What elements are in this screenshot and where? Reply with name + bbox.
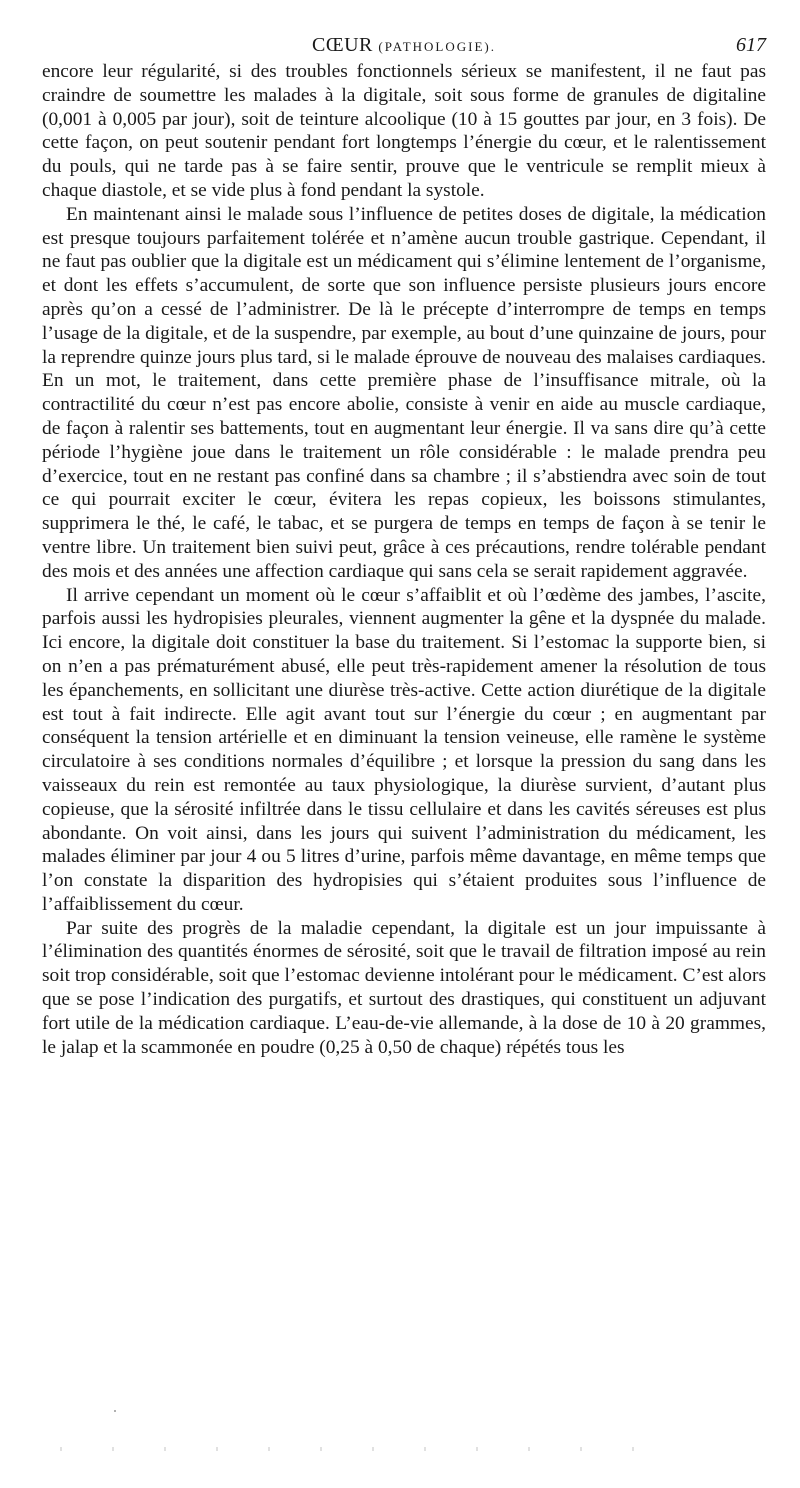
- page-number: 617: [736, 34, 766, 56]
- running-head: [42, 30, 766, 60]
- paragraph-continuation: encore leur régularité, si des troubles fonctionnels sérieux se manifestent, il ne faut pas craindre de soumettre les malades à la digitale, soit sous forme de granules de digitaline (0,001 à 0,005 par jour), soit de teinture alcoolique (10 à 15 gouttes par jour, en 3 fois). De cette façon, on peut soutenir pendant fort longtemps l’énergie du cœur, et le ralentissement du pouls, qui ne tarde pas à se faire sentir, prouve que le ventricule se remplit mieux à chaque diastole, et se vide plus à fond pendant la systole.: [42, 61, 766, 201]
- running-title-main: CŒUR: [311, 34, 373, 56]
- paragraph-oedeme-diurese: Il arrive cependant un moment où le cœur s’affaiblit et où l’œdème des jambes, l’ascite, parfois aussi les hydropisies pleurales, viennent augmenter la gêne et la dyspnée du malade. Ici encore, la digitale doit constituer la base du traitement. Si l’estomac la supporte bien, si on n’en a pas prématurément abusé, elle peut très-rapidement amener la résolution de tous les épanchements, en sollicitant une diurèse très-active. Cette action diurétique de la digitale est tout à fait indirecte. Elle agit avant tout sur l’énergie du cœur ; en augmentant par conséquent la tension artérielle et en diminuant la tension veineuse, elle ramène le système circulatoire à ses conditions normales d’équilibre ; et lorsque la pression du sang dans les vaisseaux du rein est remontée au taux physiologique, la diurèse survient, d’autant plus copieuse, que la sérosité infiltrée dans le tissu cellulaire et dans les cavités séreuses est plus abondante. On voit ainsi, dans les jours qui suivent l’administration du médicament, les malades éliminer par jour 4 ou 5 litres d’urine, parfois même davantage, en même temps que l’on constate la disparition des hydropisies qui s’étaient produites sous l’influence de l’affaiblissement du cœur.: [42, 584, 766, 915]
- scan-specks-row: [60, 1447, 680, 1451]
- paragraph-digitale-tolerance: En maintenant ainsi le malade sous l’influence de petites doses de digitale, la médication est presque toujours parfaitement tolérée et n’amène aucun trouble gastrique. Cependant, il ne faut pas oublier que la digitale est un médicament qui s’élimine lentement de l’organisme, et dont les effets s’accumulent, de sorte que son influence persiste plusieurs jours encore après qu’on a cessé de l’administrer. De là le précepte d’interrompre de temps en temps l’usage de la digitale, et de la suspendre, par exemple, au bout d’une quinzaine de jours, pour la reprendre quinze jours plus tard, si le malade éprouve de nouveau des malaises cardiaques. En un mot, le traitement, dans cette première phase de l’insuffisance mitrale, où la contractilité du cœur n’est pas encore abolie, consiste à venir en aide au muscle cardiaque, de façon à ralentir ses battements, tout en augmentant leur énergie. Il va sans dire qu’à cette période l’hygiène joue dans le traitement un rôle considérable : le malade prendra peu d’exercice, tout en ne restant pas confiné dans sa chambre ; il s’abstiendra avec soin de tout ce qui pourrait exciter le cœur, évitera les repas copieux, les boissons stimulantes, supprimera le thé, le café, le tabac, et se purgera de temps en temps de façon à se tenir le ventre libre. Un traitement bien suivi peut, grâce à ces précautions, rendre tolérable pendant des mois et des années une affection cardiaque qui sans cela se serait rapidement aggravée.: [42, 203, 766, 582]
- paragraph-purgatifs: Par suite des progrès de la maladie cependant, la digitale est un jour impuissante à l’élimination des quantités énormes de sérosité, soit que le travail de filtration imposé au rein soit trop considérable, soit que l’estomac devienne intolérant pour le médicament. C’est alors que se pose l’indication des purgatifs, et surtout des drastiques, qui constituent un adjuvant fort utile de la médication cardiaque. L’eau-de-vie allemande, à la dose de 10 à 20 grammes, le jalap et la scammonée en poudre (0,25 à 0,50 de chaque) répétés tous les: [42, 917, 766, 1058]
- running-title-subtitle: (PATHOLOGIE).: [378, 39, 496, 54]
- body-text: [42, 60, 766, 1059]
- running-title: [42, 30, 766, 62]
- scan-speck: [114, 1410, 116, 1412]
